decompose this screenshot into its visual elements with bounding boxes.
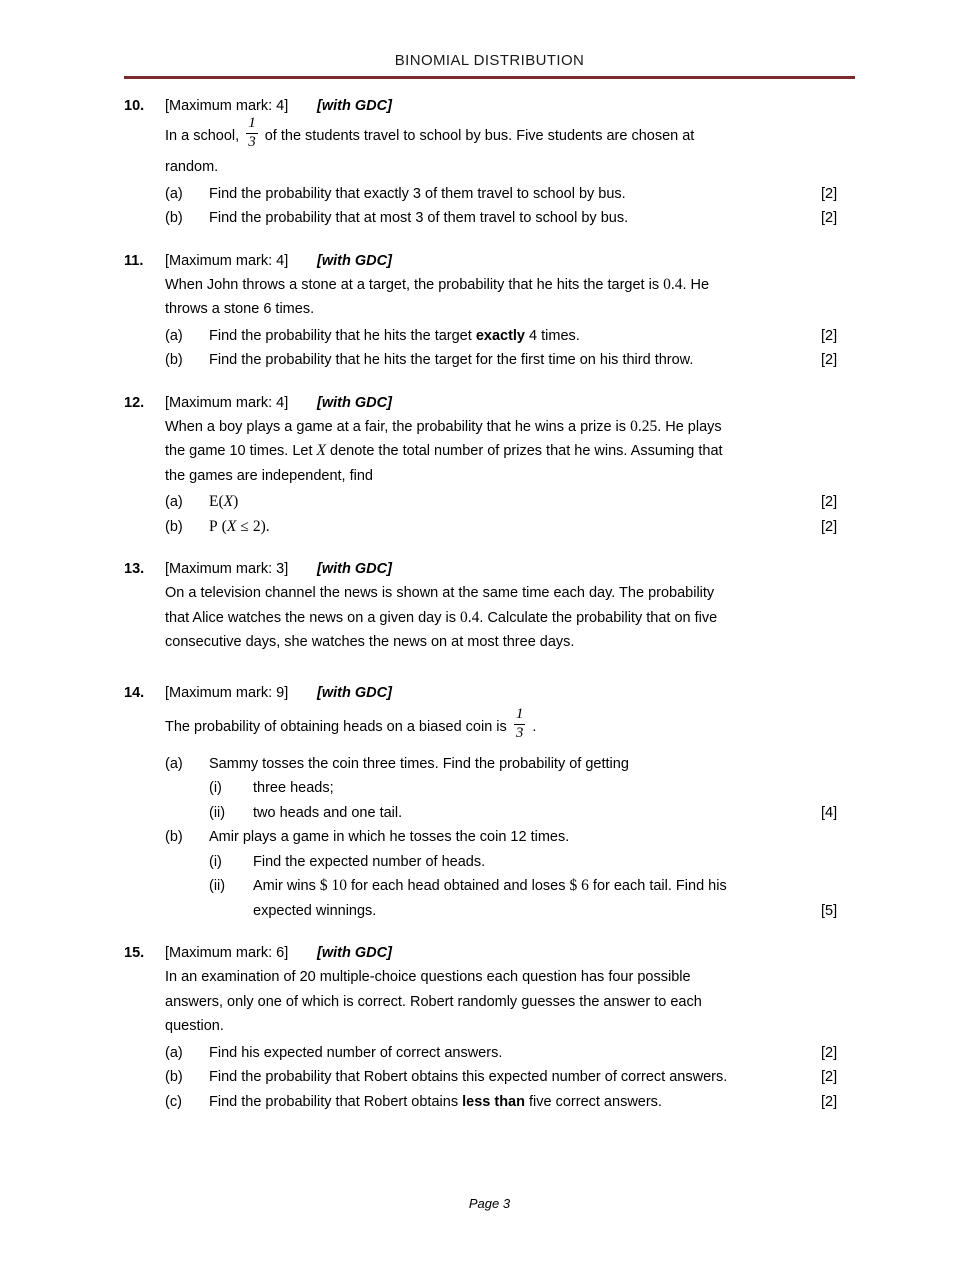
question-15-stem-line3: question. [165,1018,224,1034]
question-13-max-mark: [Maximum mark: 3] [165,561,289,577]
question-13-heading [124,561,855,577]
question-13 [124,561,855,655]
part-text: Find the probability that Robert obtains this expected number of correct answers. [209,1069,728,1085]
question-11-number: 11. [124,252,144,269]
variable-x: X [226,517,237,535]
question-10-stem-part2: of the students travel to school by bus. Five students are chosen at [264,128,695,144]
subpart-text-2: for each head obtained and loses [351,878,566,894]
stem-text: When a boy plays a game at a fair, the probability that he wins a prize is [165,418,627,435]
question-14-number: 14. [124,684,145,701]
part-marks: [2] [821,518,838,535]
value-2: 2 [252,517,261,535]
subpart-text: Find the expected number of heads. [253,853,486,870]
question-11-stem-line1 [165,273,855,298]
part-text: Find his expected number of correct answers. [209,1044,503,1061]
question-12-stem-line1 [165,415,855,440]
question-12-number: 12. [124,394,145,411]
part-marks: [2] [821,1044,838,1061]
question-11 [124,253,855,373]
stem-text-cont: denote the total number of prizes that he wins. Assuming that [330,443,723,459]
question-14-heading [124,685,855,701]
question-15 [124,945,855,1114]
part-label: (a) [165,1044,183,1061]
subpart-marks: [4] [821,804,838,821]
part-marks: [2] [821,185,838,202]
question-10-body [165,115,855,231]
question-12-body [165,415,855,540]
part-label: (b) [165,210,183,226]
part-label: (a) [165,327,183,344]
part-marks: [2] [821,352,838,368]
paren-close: ). [260,517,270,535]
question-12-stem-line2 [165,439,855,464]
part-label: (b) [165,1069,183,1085]
part-text: Find the probability that at most 3 of them travel to school by bus. [209,210,629,226]
subpart-label: (i) [209,853,222,870]
question-10-stem [165,115,855,180]
part-text: Sammy tosses the coin three times. Find the probability of getting [209,755,629,772]
fraction-denominator: 3 [248,134,256,150]
question-15-stem-line1: In an examination of 20 multiple-choice questions each question has four possible [165,969,691,985]
part-text-before: Find the probability that he hits the target [209,327,472,344]
part-text-after: five correct answers. [529,1093,662,1110]
question-15-gdc-note: [with GDC] [317,945,392,961]
part-text: Amir plays a game in which he tosses the coin 12 times. [209,829,570,845]
question-11-max-mark: [Maximum mark: 4] [165,252,289,269]
stem-text-cont: . He [682,276,710,293]
part-marks: [2] [821,494,838,510]
part-text-before: Find the probability that Robert obtains [209,1093,459,1110]
stem-text-cont: . Calculate the probability that on five [479,609,718,626]
question-10-part-a [165,182,855,207]
value-0-4: 0.4 [460,608,480,626]
question-14-part-a-ii [209,801,855,826]
paren-open: ( [221,517,227,535]
spacer [124,373,855,395]
spacer [124,923,855,945]
variable-x: X [223,493,234,510]
question-14-part-a [165,752,855,777]
question-13-body [165,581,855,655]
fraction-one-third-icon [246,116,258,151]
subpart-text-continuation: expected winnings. [253,902,377,919]
amount-win: $ 10 [319,877,347,894]
question-14 [124,685,855,924]
question-13-stem-line3: consecutive days, she watches the news on at most three days. [165,634,575,650]
page-footer: Page 3 [468,1196,511,1211]
question-11-parts [165,324,855,373]
spacer [124,539,855,561]
question-10-parts [165,182,855,231]
stem-text-cont: . [532,718,537,735]
probability-operator: P [209,517,218,535]
question-11-gdc-note: [with GDC] [317,252,392,269]
question-11-body [165,273,855,373]
part-label: (c) [165,1093,182,1110]
question-11-part-a [165,324,855,349]
paren-close: ) [233,493,239,510]
question-15-stem-line2: answers, only one of which is correct. Robert randomly guesses the answer to each [165,993,702,1010]
question-13-stem-line2 [165,606,855,631]
value-0-4: 0.4 [663,275,683,293]
question-15-part-b [165,1065,855,1090]
fraction-numerator: 1 [248,115,256,132]
part-text-after: 4 times. [529,327,580,344]
stem-text: The probability of obtaining heads on a biased coin is [165,718,507,735]
part-label: (a) [165,755,183,772]
question-12-part-a [165,490,855,515]
question-15-body [165,965,855,1114]
header-divider [124,76,855,79]
question-10-number: 10. [124,98,145,114]
question-14-body [165,705,855,924]
subpart-text: three heads; [253,780,334,796]
part-text-emphasis: less than [462,1093,525,1110]
question-15-heading [124,945,855,961]
question-14-part-b-ii [209,874,855,899]
part-text: Find the probability that exactly 3 of them travel to school by bus. [209,185,626,202]
question-11-heading [124,253,855,269]
question-14-part-a-i [209,776,855,801]
question-10 [124,98,855,231]
question-10-part-b [165,206,855,231]
question-13-stem-line1: On a television channel the news is shown at the same time each day. The probability [165,585,715,601]
part-expression [209,490,821,515]
question-12-stem-line3: the games are independent, find [165,467,373,484]
question-13-number: 13. [124,561,145,577]
stem-text: that Alice watches the news on a given day is [165,609,456,626]
question-14-gdc-note: [with GDC] [317,684,392,701]
question-15-stem [165,965,855,1039]
question-10-max-mark: [Maximum mark: 4] [165,98,289,114]
question-14-max-mark: [Maximum mark: 9] [165,684,289,701]
part-expression [209,515,821,540]
subpart-label: (ii) [209,804,226,821]
question-13-gdc-note: [with GDC] [317,561,392,577]
question-15-parts [165,1041,855,1115]
spacer [124,231,855,253]
question-14-stem [165,705,855,746]
part-label: (b) [165,518,183,535]
part-label: (a) [165,494,183,510]
question-14-parts [165,752,855,924]
subpart-text: two heads and one tail. [253,804,403,821]
spacer [124,655,855,685]
part-text [209,324,821,349]
question-14-part-b [165,825,855,850]
stem-text: When John throws a stone at a target, the probability that he hits the target is [165,276,660,293]
subpart-text [253,874,821,899]
page-header-title: BINOMIAL DISTRIBUTION [394,52,585,69]
part-label: (a) [165,185,183,202]
expectation-operator: E [209,493,219,510]
fraction-numerator: 1 [515,705,524,722]
question-12-parts [165,490,855,539]
question-10-heading [124,98,855,114]
question-12 [124,395,855,540]
question-12-stem [165,415,855,489]
value-0-25: 0.25 [630,417,658,435]
part-marks: [2] [821,1069,838,1085]
stem-text-cont: . He plays [657,418,722,435]
part-label: (b) [165,352,183,368]
question-11-stem-line2: throws a stone 6 times. [165,301,315,317]
page-content [124,98,855,1114]
question-10-stem-line2: random. [165,159,219,175]
fraction-denominator: 3 [515,724,524,741]
fraction-one-third-icon [514,707,526,742]
question-11-stem [165,273,855,322]
question-14-part-b-i [209,850,855,875]
question-12-gdc-note: [with GDC] [317,394,392,411]
question-12-max-mark: [Maximum mark: 4] [165,394,289,411]
question-15-part-a [165,1041,855,1066]
amount-loss: $ 6 [569,877,589,894]
question-14-part-b-ii-cont [209,899,855,924]
subpart-text-3: for each tail. Find his [592,878,727,894]
question-10-stem-part1: In a school, [165,128,240,144]
question-10-gdc-note: [with GDC] [317,98,392,114]
part-label: (b) [165,829,183,845]
question-15-max-mark: [Maximum mark: 6] [165,945,289,961]
subpart-marks: [5] [821,902,838,919]
subpart-text-1: Amir wins [253,878,316,894]
subpart-label: (ii) [209,878,226,894]
question-13-stem [165,581,855,655]
part-text-emphasis: exactly [475,327,525,344]
question-11-part-b [165,348,855,373]
question-12-part-b [165,515,855,540]
paren-open: ( [218,493,224,510]
variable-x: X [316,442,326,459]
stem-text: the game 10 times. Let [165,443,313,459]
less-or-equal-operator: ≤ [240,517,249,535]
question-15-part-c [165,1090,855,1115]
subpart-label: (i) [209,780,222,796]
question-15-number: 15. [124,945,145,961]
question-12-heading [124,395,855,411]
part-marks: [2] [821,1093,838,1110]
part-marks: [2] [821,210,838,226]
part-text: Find the probability that he hits the target for the first time on his third throw. [209,352,694,368]
part-marks: [2] [821,327,838,344]
part-text [209,1090,821,1115]
